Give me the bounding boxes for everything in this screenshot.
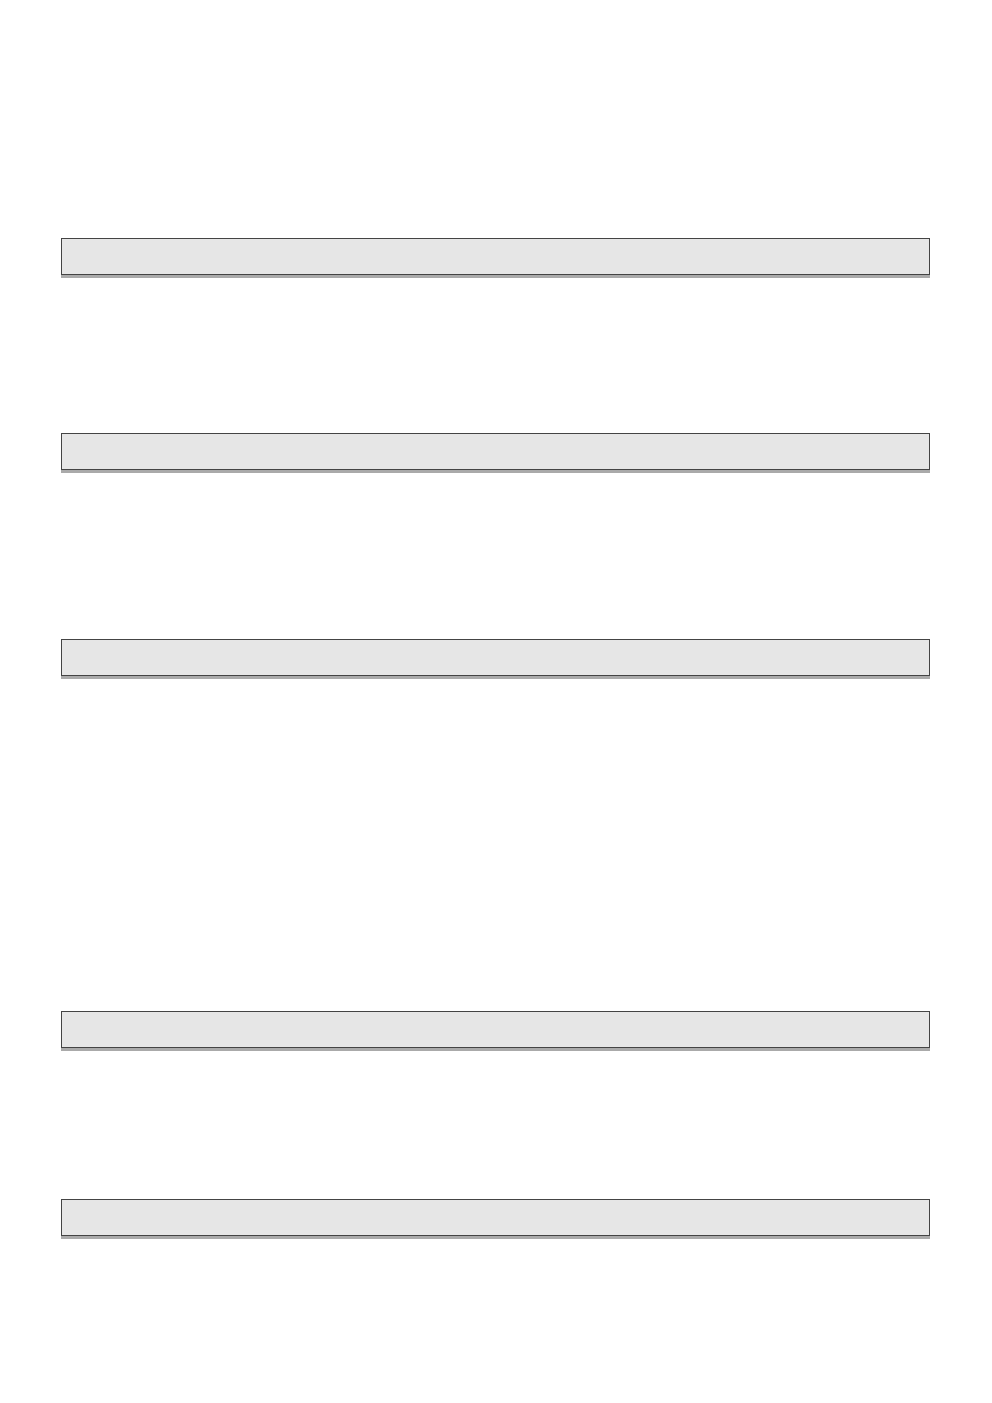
section-band-unit3-lessons45 [61, 1199, 930, 1236]
section-band-unit3-lessons3 [61, 1011, 930, 1048]
section-band-unit2-lessons45 [61, 238, 930, 275]
section-band-unit2-lessons78 [61, 433, 930, 470]
section-band-unit3-lessons12 [61, 639, 930, 676]
